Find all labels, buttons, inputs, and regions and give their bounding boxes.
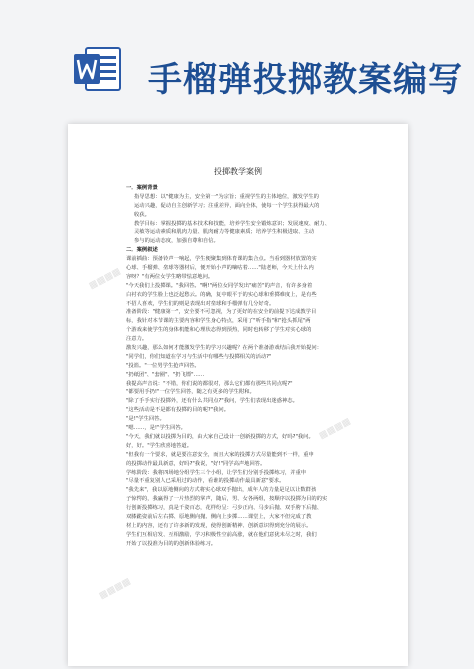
document-title: 投掷教学案例	[214, 167, 262, 176]
paragraph-line: 灵敏等运动素质和肌肉力量、肌肉耐力等健康素质；培养学生积极进取、主动	[134, 229, 315, 236]
paragraph-line: 子惊愕的，我赢得了一片热烈的掌声，随后，男、女各两组，按顺序以投掷为目的的实	[126, 496, 328, 503]
paragraph-line: "是!"学生回答。	[126, 416, 165, 423]
paragraph-line: 的投掷动作最具新意，好吗?"我说，"好!"同学高声地回答。	[126, 460, 266, 467]
paragraph-line: "都要用手扔!"一位学生回答，随之有更多的学生附和。	[126, 389, 255, 396]
paragraph-line: "今天我们上投掷课。"我回答。"啊!"两位女同学发出"痛苦"的声音，有许多身着	[126, 282, 313, 289]
paragraph-line: 标，我针对本节课的主要内容和学生身心特点，采用了"听手指"和"抢头抓尾"两	[126, 318, 311, 325]
document-page	[68, 124, 408, 666]
paragraph-line: 学练阶段：我将四场地分组学生三个小组，让学生们分别手投掷练习，并重申	[126, 469, 307, 476]
paragraph-line: 课前插曲：预备铃声一响起，学生便聚集到体育课的集合点。当看到器材放置的实	[126, 256, 317, 263]
paragraph-line: 学生们互相启发、互相激励，学习积极性空前高涨，就在他们意犹未尽之时，我们	[126, 531, 317, 538]
watermark-decoration: ▦▦▦▦	[87, 266, 123, 292]
paragraph-line: 行创新投掷练习，真是千姿百态，花样纷呈：弓步正向、马步后抛、双手胯下后抛、	[126, 505, 322, 512]
paragraph-line: 准备阶段："健康第一"，安全要不可忽视，为了更好的在安全的前提下达成教学目	[126, 309, 317, 316]
section-heading: 二．案例叙述	[126, 247, 158, 254]
paragraph-line: 心球、手榴弹、垒球等器材后，便开始小声的嘀咕着……"陆老师，今天上什么内	[126, 265, 314, 272]
word-document-icon	[72, 44, 122, 94]
paragraph-line: "除了手手实行投掷外，还有什么共同点?"我问，学生们表现出迷惑神态。	[126, 398, 298, 405]
paragraph-line: "今天，我们就以投掷为目的，由大家自己设计一创新投掷的方式，好吗?"我问。	[126, 433, 314, 440]
paragraph-line: 好，好。"学生欣喜地答道。	[126, 442, 192, 449]
paragraph-line: 白衬衣的学生脸上也泛起愁云。的确，复中眼平于的实心球和垂掷难度上，是有些	[126, 291, 317, 298]
paragraph-line: "但我有一个要求，就是要注意安全，而且大家的投掷方式尽量能到不一样，重申	[126, 451, 314, 458]
paragraph-line: 我提高声音说："不错，你们说的都很对，那么它们都有那些共同点呢?"	[126, 380, 293, 387]
paragraph-line: "投篮。"一位男学生抢声回答。	[126, 362, 200, 369]
document-body	[126, 184, 376, 549]
paragraph-line: 注意力。	[126, 336, 148, 343]
paragraph-line: 个游戏来使学生的身体机能和心理状态得到预热，同时也转移了学生对实心球的	[126, 327, 312, 334]
watermark-decoration: ▦▦▦▦	[97, 576, 133, 602]
paragraph-line: "同学们，你们知道在学习与生活中有哪些与投掷相关的活动?"	[126, 353, 272, 360]
section-heading: 一．案例背景	[126, 185, 158, 191]
document-header	[0, 0, 474, 122]
paragraph-line: 材上的内容，还有了许多新的发现，使得创新精神、创新意识得到充分的展示。	[126, 522, 312, 529]
paragraph-line: 激发兴趣，那么如何才能激发学生的学习兴趣呢？在两个准备游戏结后我开始提问：	[126, 345, 322, 352]
paragraph-line: "嗯……，是!"学生回答。	[126, 425, 186, 432]
paragraph-line: "我先来"，我以原地侧向的方式将实心球双手抛出，成年人的力量是足以让数群孩	[126, 487, 317, 494]
paragraph-line: "尽量不重复别人已采用过的动作，看谁的投掷动作最具新意"要求。	[126, 478, 285, 485]
paragraph-line: 不招人喜欢，学生们的则是表现出对垒球和手榴弹有几分好奇。	[126, 300, 275, 307]
paragraph-line: 教学目标：掌握投掷的基本技术和技能，培养学生安全锻炼意识；发展速度、耐力、	[134, 220, 330, 227]
paragraph-line: 参与的运动态度，加强自尊和自信。	[134, 238, 219, 245]
watermark-decoration: ▦▦▦▦	[317, 416, 353, 442]
paragraph-line: 运动兴趣，促动自主创新学习；注重差异，面向全体，使每一个学生获得最大的	[134, 202, 320, 209]
paragraph-line: 开始了以投准为目的的创新体验练习。	[126, 540, 217, 547]
paragraph-line: 指导思想：以"健康为主，安全第一"为宗旨；重视学生的主体地位，激发学生的	[134, 193, 319, 200]
paragraph-line: "这些活动是不是都有投掷的目的呢?"我问。	[126, 407, 230, 414]
paragraph-line: 收获。	[134, 211, 150, 218]
page-title: 手榴弹投掷教案编写	[148, 60, 463, 100]
paragraph-line: "扔纸团"、"套圈"、"扔飞镖"……	[126, 371, 205, 378]
paragraph-line: 容呀？"有两位女学生略带怯意地问。	[126, 273, 214, 280]
paragraph-line: 双膝跪姿前后左右掷、原地侧向抛、侧向上步掷……课堂上，大家不但完成了教	[126, 513, 312, 520]
